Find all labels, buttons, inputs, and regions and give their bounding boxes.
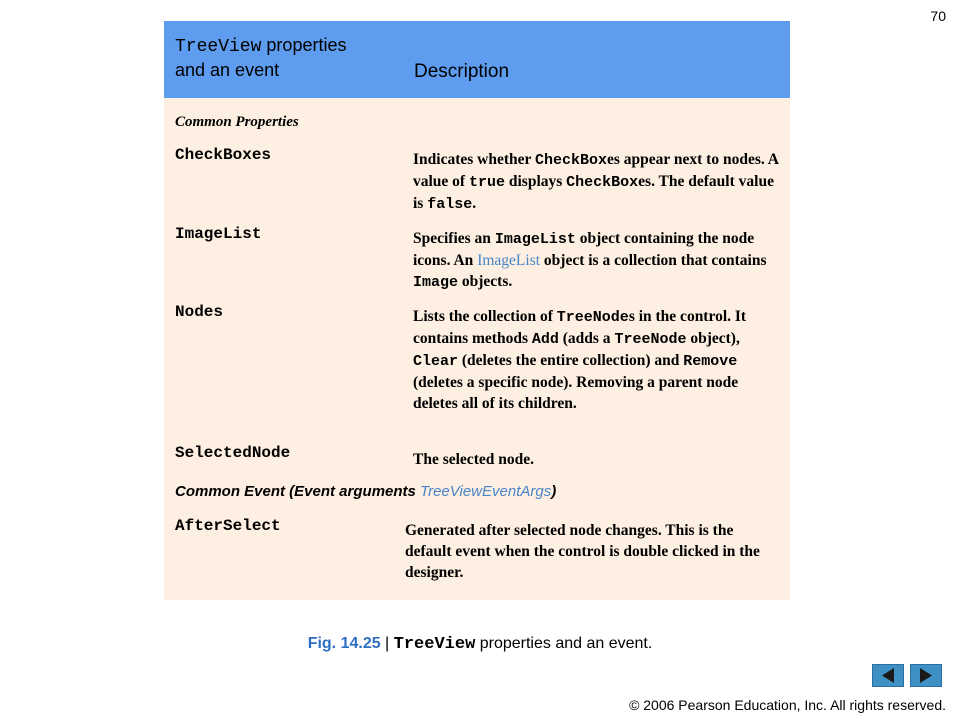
caption-text: properties and an event. [475, 635, 653, 652]
header-description-column: Description [414, 61, 510, 82]
property-name: CheckBoxes [175, 146, 272, 164]
desc-text: (deletes a specific node). Removing a parent node deletes all of its children. [413, 374, 739, 412]
event-description [405, 520, 777, 583]
caption-separator: | [380, 635, 394, 652]
section-common-properties: Common Properties [175, 114, 299, 130]
property-name: ImageList [175, 225, 262, 243]
desc-text: Lists the collection of [413, 308, 557, 325]
desc-text: objects. [458, 273, 513, 290]
desc-code: Image [413, 274, 459, 291]
desc-text: (deletes the entire collection) and [458, 352, 684, 369]
property-name: SelectedNode [175, 444, 291, 462]
desc-text: es appear next to nodes. A value of [413, 151, 779, 190]
previous-slide-button[interactable] [872, 664, 904, 687]
desc-code: ImageList [494, 231, 576, 248]
property-description [413, 228, 785, 293]
property-description [413, 449, 785, 470]
desc-code: Clear [413, 353, 459, 370]
desc-code: true [468, 174, 505, 191]
desc-code: TreeNode [614, 331, 687, 348]
desc-code: Remove [683, 353, 738, 370]
desc-text: displays [504, 173, 567, 190]
header-properties-column [175, 34, 346, 82]
page-number: 70 [930, 8, 946, 24]
figure-caption [0, 635, 960, 654]
desc-code: CheckBox [535, 152, 608, 169]
desc-text: object is a collection that contains [540, 252, 767, 269]
desc-text: The selected node. [413, 451, 534, 468]
desc-text: (adds a [558, 330, 615, 347]
desc-text: object containing the node icons. An [413, 230, 755, 269]
desc-link[interactable]: ImageList [477, 252, 541, 269]
desc-text: Indicates whether [413, 151, 535, 168]
property-description [413, 306, 785, 414]
event-label-prefix: Common Event (Event arguments [175, 483, 421, 500]
section-common-event [175, 483, 556, 500]
desc-text: Generated after selected node changes. This is the default event when the control is double clicked in the designer. [405, 522, 760, 581]
triangle-left-icon [873, 665, 903, 686]
desc-code: Add [531, 331, 559, 348]
property-description [413, 149, 785, 215]
slide-navigation [872, 664, 944, 688]
desc-text: s in the control. It contains methods [413, 308, 747, 347]
desc-text: . [472, 195, 477, 212]
event-name: AfterSelect [175, 517, 281, 535]
header-and-event: and an event [175, 60, 280, 80]
header-properties-word: properties [261, 35, 347, 55]
property-name: Nodes [175, 303, 224, 321]
figure-number: Fig. 14.25 [307, 635, 381, 652]
table-header [164, 21, 790, 98]
desc-code: CheckBox [566, 174, 639, 191]
desc-code: false [427, 196, 473, 213]
desc-text: es. The default value is [413, 173, 774, 212]
header-class-name: TreeView [175, 37, 262, 57]
caption-code: TreeView [393, 635, 476, 654]
copyright-notice: © 2006 Pearson Education, Inc. All rights reserved. [629, 697, 946, 713]
desc-code: TreeNode [556, 309, 629, 326]
desc-text: object), [686, 330, 740, 347]
event-label-suffix: ) [551, 483, 557, 500]
next-slide-button[interactable] [910, 664, 942, 687]
desc-text: Specifies an [413, 230, 495, 247]
event-args-link[interactable]: TreeViewEventArgs [420, 483, 552, 500]
triangle-right-icon [911, 665, 941, 686]
properties-table [164, 21, 790, 600]
